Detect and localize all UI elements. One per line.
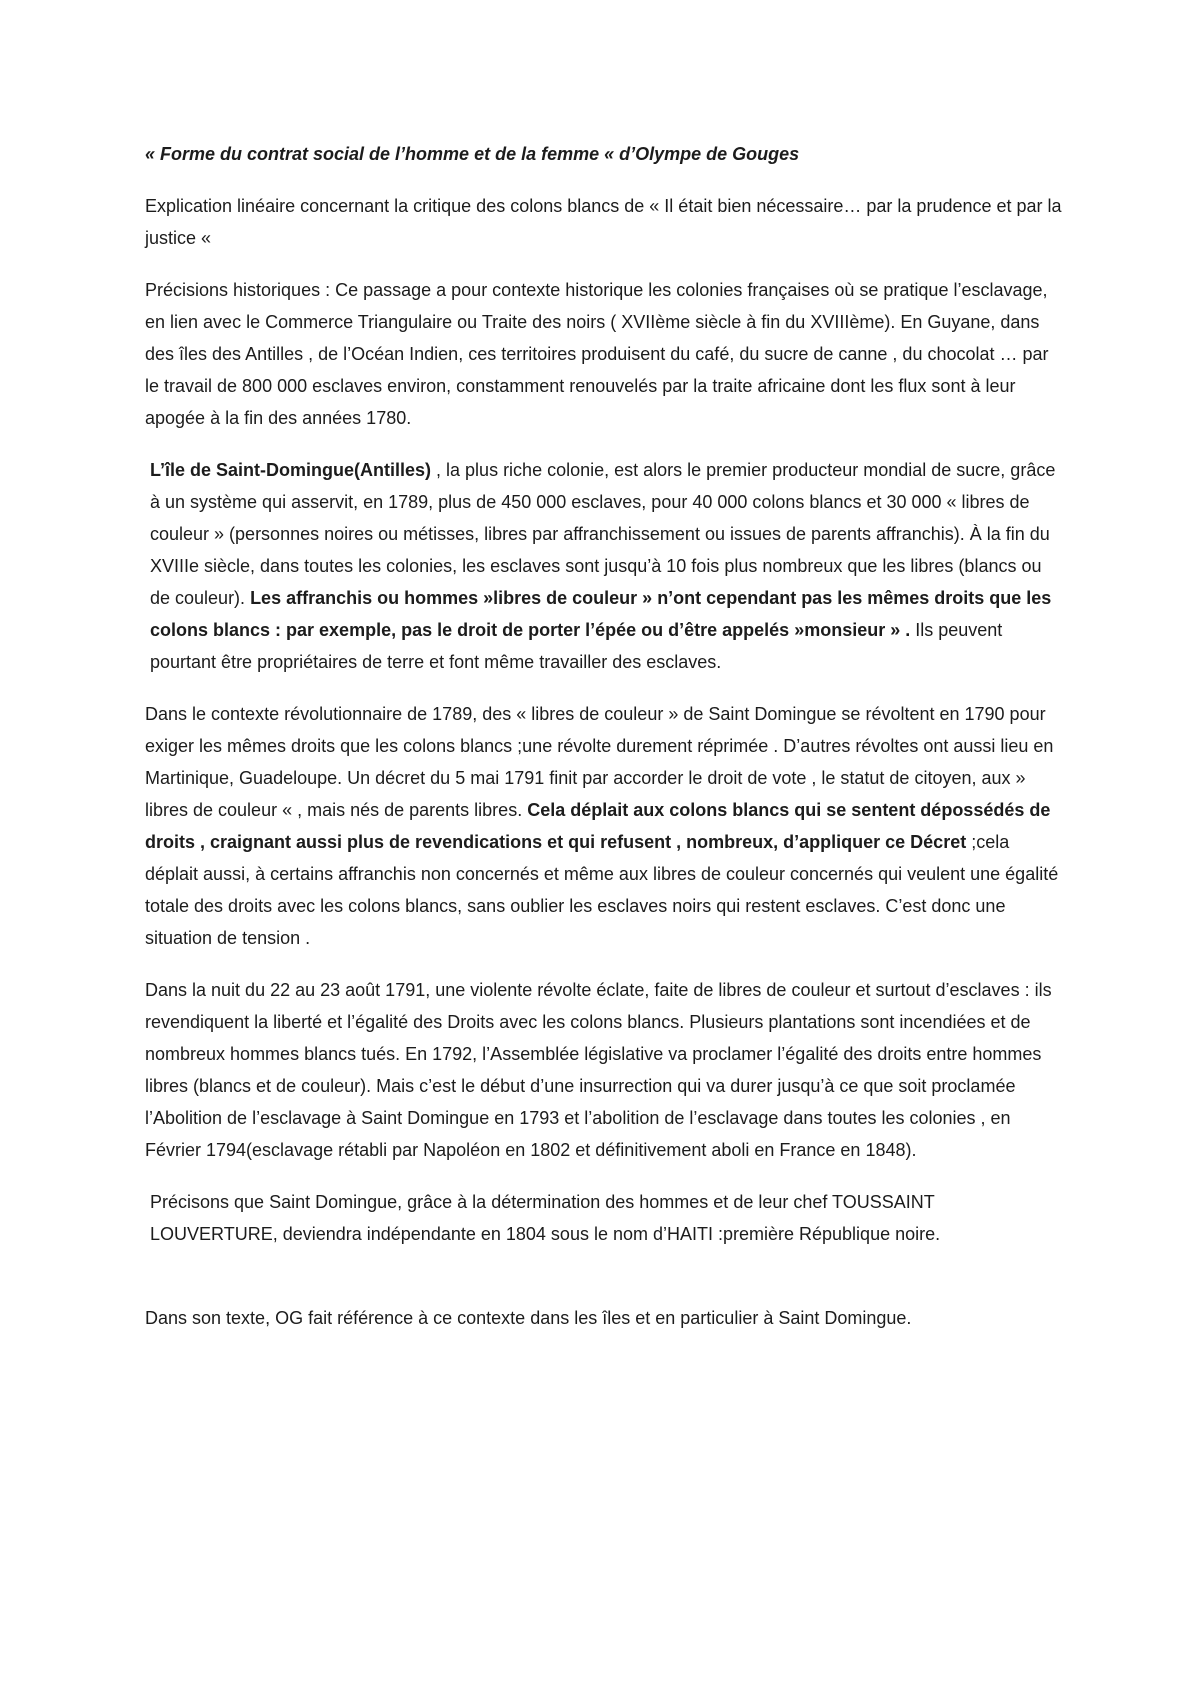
bold-colons-displeasure: Cela déplait aux colons blancs qui se sentent dépossédés de droits , craignant aussi plus de revendications et qui refusent , nombreux, d’appliquer ce Décret [145,800,1051,852]
document-title: « Forme du contrat social de l’homme et de la femme « d’Olympe de Gouges [145,144,800,164]
paragraph-saint-domingue-text: , la plus riche colonie, est alors le premier producteur mondial de sucre, grâce à un système qui asservit, en 1789, plus de 450 000 esclaves, pour 40 000 colons blancs et 30 000 « libres de couleur » (personnes noires ou métisses, libres par affranchissement ou issues de parents affranchis). À la fin du XVIIIe siècle, dans toutes les colonies, les esclaves sont jusqu’à 10 fois plus nombreux que les libres (blancs ou de couleur). [150,460,1056,608]
bold-saint-domingue: L’île de Saint-Domingue(Antilles) [150,460,432,480]
paragraph-revolutionary-end: ;cela déplait aussi, à certains affranchis non concernés et même aux libres de couleur concernés qui veulent une égalité totale des droits avec les colons blancs, sans oublier les esclaves noirs qui restent esclaves. C’est donc une situation de tension . [145,832,1059,948]
paragraph-revolutionary-start: Dans le contexte révolutionnaire de 1789, des « libres de couleur » de Saint Domingue se révoltent en 1790 pour exiger les mêmes droits que les colons blancs ;une révolte durement réprimée . D’autres révoltes ont aussi lieu en Martinique, Guadeloupe. Un décret du 5 mai 1791 finit par accorder le droit de vote , le statut de citoyen, aux » libres de couleur « , mais nés de parents libres. [145,704,1054,820]
paragraph-revolutionary-context [145,698,1065,954]
document-page [145,138,1065,1354]
paragraph-saint-domingue-end: Ils peuvent pourtant être propriétaires de terre et font même travailler des esclaves. [150,620,1003,672]
paragraph-revolt-1791: Dans la nuit du 22 au 23 août 1791, une violente révolte éclate, faite de libres de couleur et surtout d’esclaves : ils revendiquent la liberté et l’égalité des Droits avec les colons blancs. Plusieurs plantations sont incendiées et de nombreux hommes blancs tués. En 1792, l’Assemblée législative va proclamer l’égalité des droits entre hommes libres (blancs et de couleur). Mais c’est le début d’une insurrection qui va durer jusqu’à ce que soit proclamée l’Abolition de l’esclavage à Saint Domingue en 1793 et l’abolition de l’esclavage dans toutes les colonies , en Février 1794(esclavage rétabli par Napoléon en 1802 et définitivement aboli en France en 1848). [145,980,1052,1160]
paragraph-conclusion: Dans son texte, OG fait référence à ce contexte dans les îles et en particulier à Saint Domingue. [145,1308,912,1328]
paragraph-saint-domingue [145,454,1065,678]
paragraph-haiti-independence: Précisons que Saint Domingue, grâce à la détermination des hommes et de leur chef TOUSSAINT LOUVERTURE, deviendra indépendante en 1804 sous le nom d’HAITI :première République noire. [150,1192,941,1244]
document-subtitle: Explication linéaire concernant la critique des colons blancs de « Il était bien nécessaire… par la prudence et par la justice « [145,196,1062,248]
paragraph-historical-context: Précisions historiques : Ce passage a pour contexte historique les colonies françaises où se pratique l’esclavage, en lien avec le Commerce Triangulaire ou Traite des noirs ( XVIIème siècle à fin du XVIIIème). En Guyane, dans des îles des Antilles , de l’Océan Indien, ces territoires produisent du café, du sucre de canne , du chocolat … par le travail de 800 000 esclaves environ, constamment renouvelés par la traite africaine dont les flux sont à leur apogée à la fin des années 1780. [145,280,1049,428]
bold-affranchis-rights: Les affranchis ou hommes »libres de couleur » n’ont cependant pas les mêmes droits que les colons blancs : par exemple, pas le droit de porter l’épée ou d’être appelés »monsieur » . [150,588,1052,640]
